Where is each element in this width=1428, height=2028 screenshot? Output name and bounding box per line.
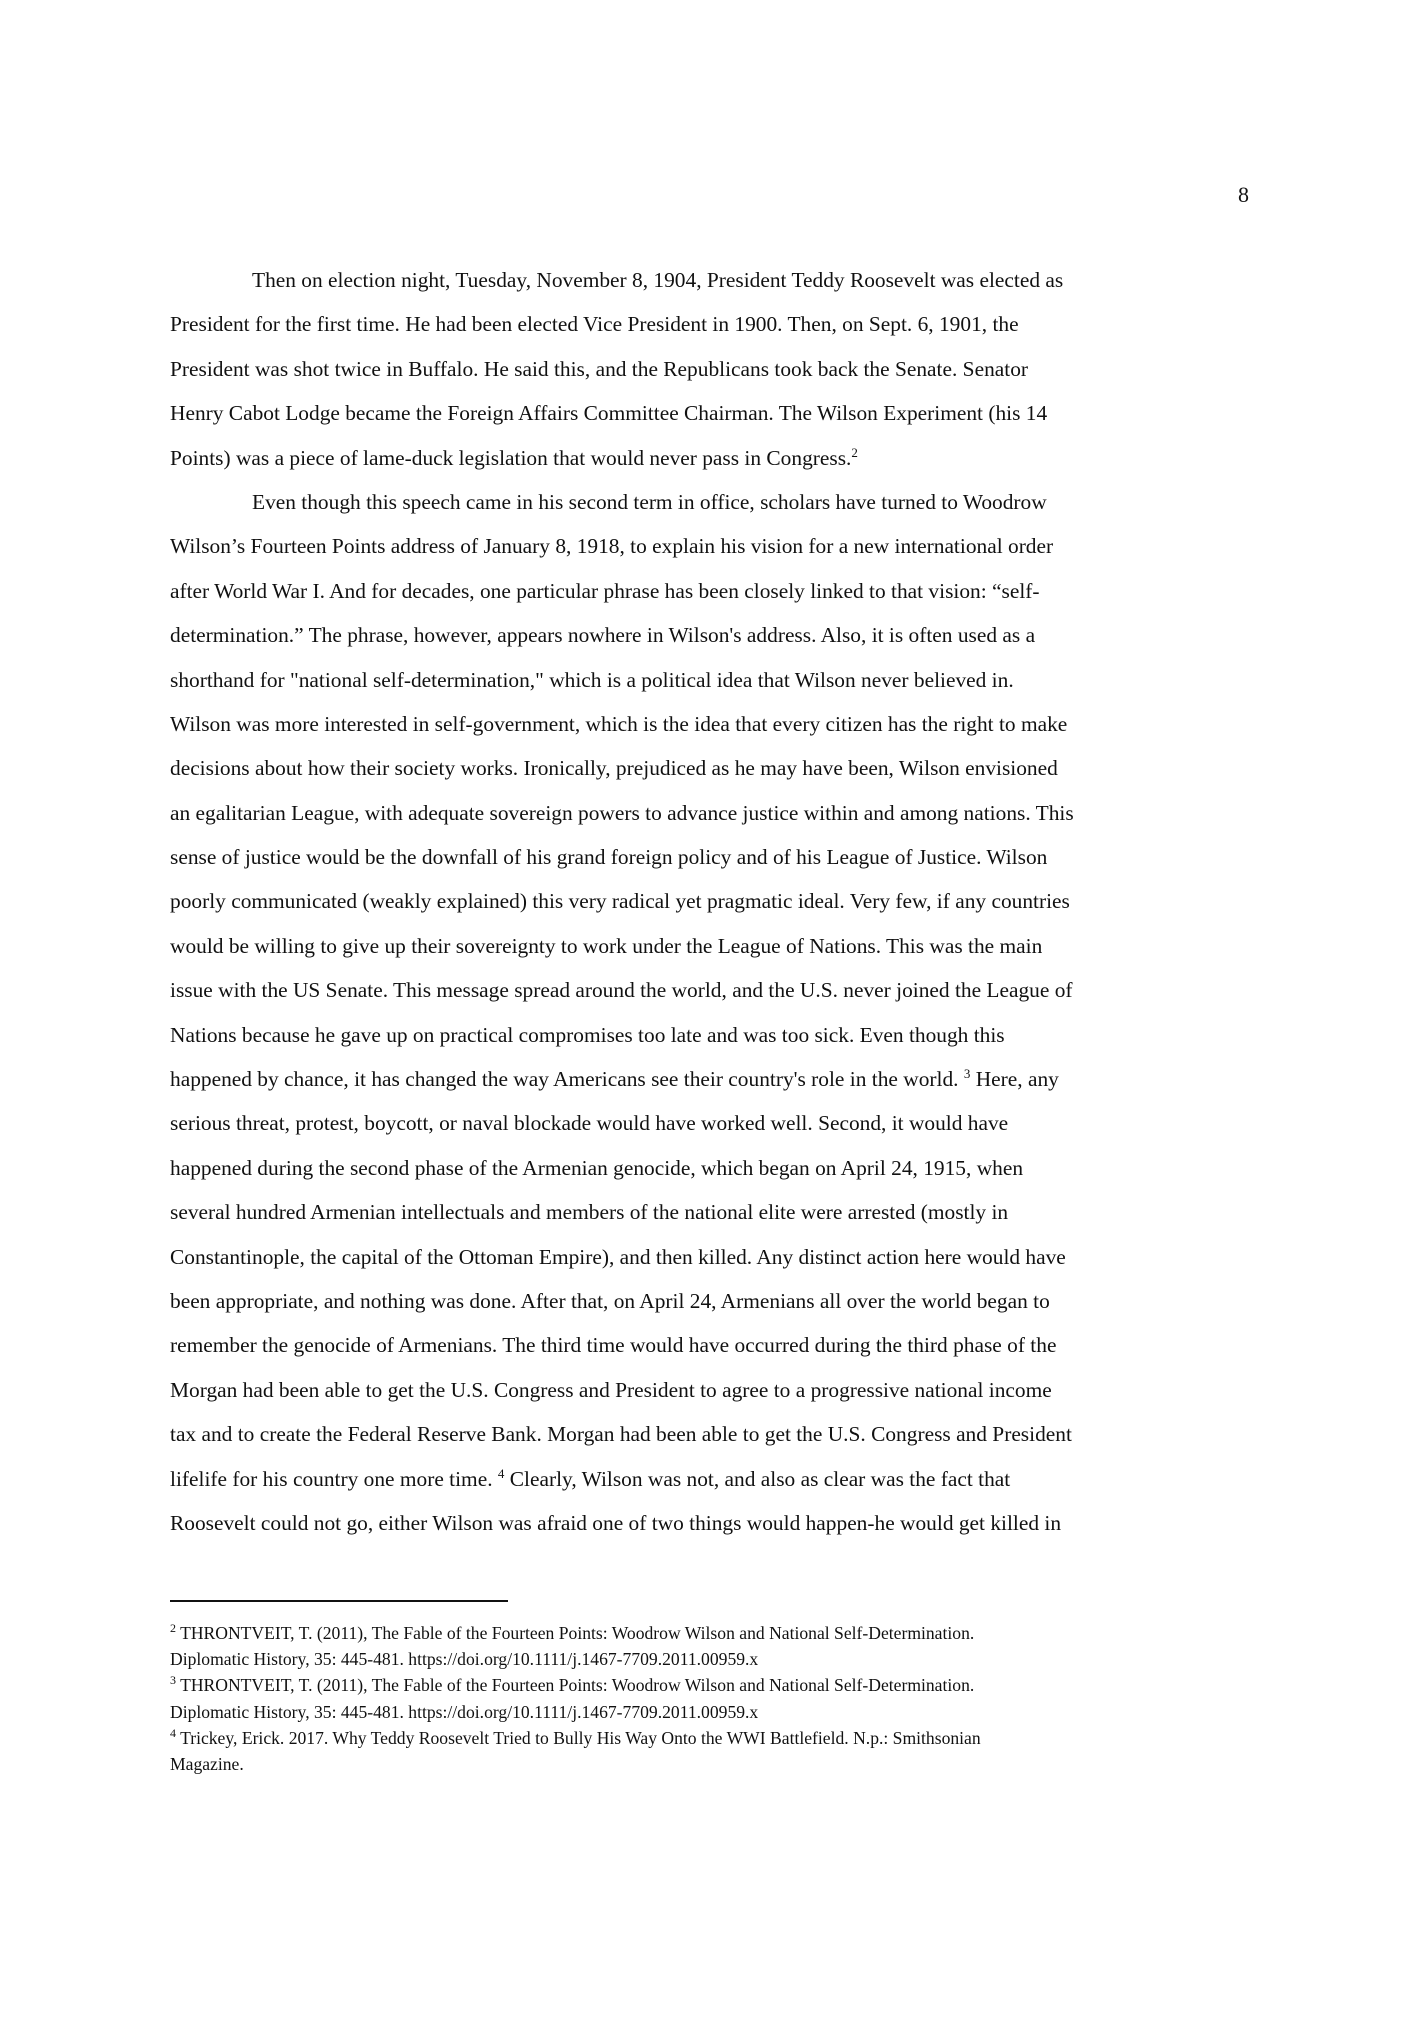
footnote-text: THRONTVEIT, T. (2011), The Fable of the Fourteen Points: Woodrow Wilson and National Self-Determination. <box>176 1623 975 1643</box>
paragraph-line <box>170 347 1260 391</box>
line-text: serious threat, protest, boycott, or naval blockade would have worked well. Second, it would have <box>170 1111 1009 1136</box>
line-text: Henry Cabot Lodge became the Foreign Affairs Committee Chairman. The Wilson Experiment (his 14 <box>170 401 1048 426</box>
paragraph-line <box>170 702 1260 746</box>
footnote-line <box>170 1620 1270 1646</box>
line-text: shorthand for "national self-determination," which is a political idea that Wilson never believed in. <box>170 667 1014 692</box>
footnote-text: Diplomatic History, 35: 445-481. https://doi.org/10.1111/j.1467-7709.2011.00959.x <box>170 1701 759 1722</box>
footnote-mark: 3 <box>170 1673 176 1688</box>
line-text: remember the genocide of Armenians. The third time would have occurred during the third phase of the <box>170 1333 1057 1358</box>
line-text: President for the first time. He had been elected Vice President in 1900. Then, on Sept. 6, 1901, the <box>170 312 1019 337</box>
line-text: Even though this speech came in his second term in office, scholars have turned to Woodrow <box>252 489 1047 514</box>
line-text: poorly communicated (weakly explained) this very radical yet pragmatic ideal. Very few, if any countries <box>170 889 1070 914</box>
footnote-text: Diplomatic History, 35: 445-481. https://doi.org/10.1111/j.1467-7709.2011.00959.x <box>170 1649 759 1670</box>
paragraph-line <box>170 258 1260 302</box>
paragraph-line <box>170 524 1260 568</box>
paragraph-line <box>170 1057 1260 1101</box>
paragraph-line <box>170 302 1260 346</box>
page-number: 8 <box>1238 182 1249 207</box>
footnote-mark: 4 <box>170 1725 176 1740</box>
line-text: decisions about how their society works. Ironically, prejudiced as he may have been, Wilson envisioned <box>170 756 1058 781</box>
line-text: determination.” The phrase, however, appears nowhere in Wilson's address. Also, it is often used as a <box>170 623 1036 648</box>
paragraph-line <box>170 1146 1260 1190</box>
paragraph-line <box>170 924 1260 968</box>
paragraph-line <box>170 1412 1260 1456</box>
footnote-line <box>170 1725 1270 1751</box>
footnote-mark: 2 <box>170 1621 176 1636</box>
footnote-text: Magazine. <box>170 1753 244 1774</box>
line-text: Then on election night, Tuesday, November 8, 1904, President Teddy Roosevelt was elected as <box>252 268 1064 292</box>
line-text: an egalitarian League, with adequate sovereign powers to advance justice within and among nations. This <box>170 800 1074 825</box>
footnote-line <box>170 1751 1270 1777</box>
paragraph-line <box>170 1501 1260 1545</box>
footnotes <box>170 1620 1270 1777</box>
footnote-line <box>170 1646 1270 1672</box>
footnote-line <box>170 1672 1270 1698</box>
paragraph-line <box>170 569 1260 613</box>
footnote-reference: 3 <box>963 1065 971 1081</box>
footnote-text: Trickey, Erick. 2017. Why Teddy Roosevelt Tried to Bully His Way Onto the WWI Battlefield. N.p.: Smithsonian <box>176 1727 981 1748</box>
footnote <box>170 1725 1270 1777</box>
footnote-reference: 2 <box>851 444 858 460</box>
line-text: after World War I. And for decades, one particular phrase has been closely linked to that vision: “self- <box>170 578 1040 603</box>
footnote-text: THRONTVEIT, T. (2011), The Fable of the Fourteen Points: Woodrow Wilson and National Self-Determination. <box>176 1675 975 1696</box>
footnote <box>170 1672 1270 1724</box>
paragraph-line <box>170 1457 1260 1501</box>
line-text: President was shot twice in Buffalo. He said this, and the Republicans took back the Senate. Senator <box>170 356 1029 381</box>
footnote <box>170 1620 1270 1672</box>
paragraph-line <box>170 835 1260 879</box>
line-text: been appropriate, and nothing was done. After that, on April 24, Armenians all over the world began to <box>170 1288 1050 1313</box>
line-text: happened during the second phase of the Armenian genocide, which began on April 24, 1915, when <box>170 1155 1024 1180</box>
line-text: issue with the US Senate. This message spread around the world, and the U.S. never joined the League of <box>170 978 1073 1003</box>
paragraph-line <box>170 658 1260 702</box>
paragraph-line <box>170 1279 1260 1323</box>
paragraph-line <box>170 391 1260 435</box>
line-text: happened by chance, it has changed the way Americans see their country's role in the world. <box>170 1067 959 1092</box>
footnote-reference: 4 <box>497 1465 505 1481</box>
paragraph-line <box>170 1101 1260 1145</box>
line-text: Points) was a piece of lame-duck legislation that would never pass in Congress. <box>170 445 852 470</box>
paragraph-line <box>170 1323 1260 1367</box>
line-text: tax and to create the Federal Reserve Bank. Morgan had been able to get the U.S. Congress and President <box>170 1422 1072 1447</box>
paragraph-line <box>170 968 1260 1012</box>
paragraph-line <box>170 1235 1260 1279</box>
paragraph-line <box>170 1190 1260 1234</box>
line-text: Morgan had been able to get the U.S. Congress and President to agree to a progressive national income <box>170 1377 1052 1402</box>
line-text: Wilson’s Fourteen Points address of January 8, 1918, to explain his vision for a new international order <box>170 534 1054 559</box>
paragraph-line <box>170 436 1260 480</box>
line-text: Wilson was more interested in self-government, which is the idea that every citizen has the right to make <box>170 711 1068 736</box>
line-text: Constantinople, the capital of the Ottoman Empire), and then killed. Any distinct action here would have <box>170 1244 1066 1269</box>
paragraph-line <box>170 1368 1260 1412</box>
line-text: would be willing to give up their sovereignty to work under the League of Nations. This was the main <box>170 933 1043 958</box>
line-text: several hundred Armenian intellectuals and members of the national elite were arrested (mostly in <box>170 1200 1009 1225</box>
line-text: Roosevelt could not go, either Wilson was afraid one of two things would happen-he would get killed in <box>170 1510 1062 1535</box>
line-text: Clearly, Wilson was not, and also as clear was the fact that <box>504 1466 1011 1491</box>
paragraph-line <box>170 1013 1260 1057</box>
body-text <box>170 258 1260 1545</box>
footnote-line <box>170 1699 1270 1725</box>
line-text: lifelife for his country one more time. <box>170 1466 493 1491</box>
line-text: Here, any <box>970 1067 1059 1092</box>
footnote-separator <box>170 1600 508 1602</box>
paragraph-line <box>170 480 1260 524</box>
paragraph-line <box>170 746 1260 790</box>
paragraph-line <box>170 791 1260 835</box>
line-text: Nations because he gave up on practical compromises too late and was too sick. Even though this <box>170 1022 1005 1047</box>
line-text: sense of justice would be the downfall of his grand foreign policy and of his League of Justice. Wilson <box>170 845 1048 870</box>
paragraph-line <box>170 879 1260 923</box>
paragraph-line <box>170 613 1260 657</box>
